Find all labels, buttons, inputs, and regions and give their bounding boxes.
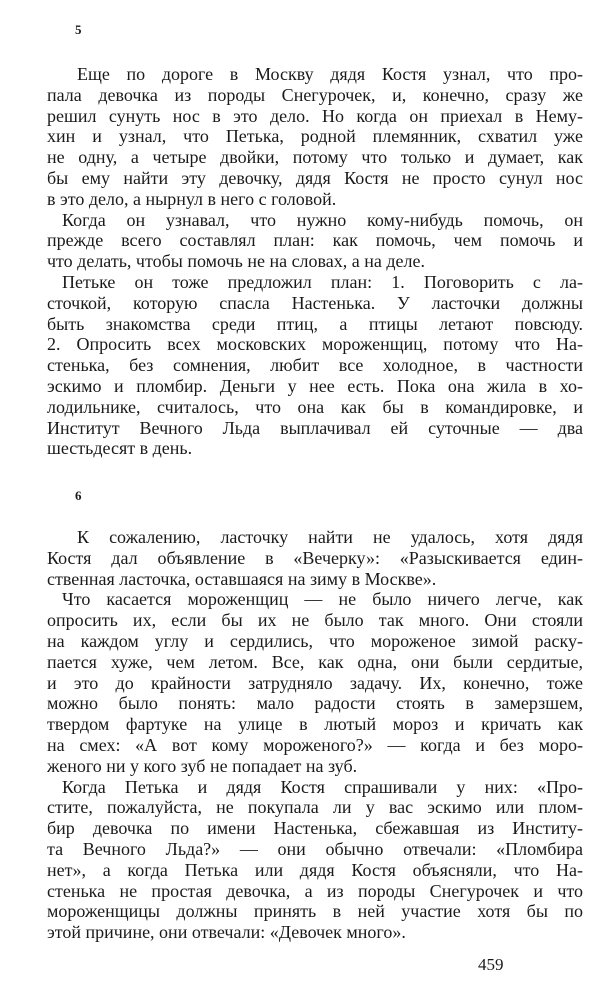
- text-line: шестьдесят в день.: [47, 438, 193, 459]
- text-line: пается хуже, чем летом. Все, как одна, они были сердитые,: [47, 651, 583, 672]
- text-line: К сожалению, ласточку найти не удалось, хотя дядя: [77, 527, 583, 547]
- text-line: хин и узнал, что Петька, родной племянник, схватил уже: [47, 126, 583, 147]
- text-line: сточкой, которую спасла Настенька. У ласточки должны: [47, 292, 583, 313]
- text-line: Когда он узнавал, что нужно кому-нибудь помочь, он: [62, 209, 583, 230]
- text-line: Еще по дороге в Москву дядя Костя узнал, что про-: [77, 64, 583, 84]
- text-line: этой причине, они отвечали: «Девочек много».: [47, 922, 406, 943]
- text-line: Когда Петька и дядя Костя спрашивали у них: «Про-: [62, 776, 583, 797]
- section-text: [47, 527, 583, 943]
- text-line: прежде всего составлял план: как помочь, чем помочь и: [47, 230, 583, 251]
- paragraph: [47, 210, 583, 272]
- page-number: 459: [478, 955, 504, 974]
- text-line: быть знакомства среди птиц, а птицы летают повсюду.: [47, 313, 583, 334]
- text-line: стенька не простая девочка, а из породы Снегурочек и что: [47, 880, 583, 901]
- text-line: на каждом углу и сердились, что мороженое зимой раску-: [47, 630, 583, 651]
- text-line: лодильнике, считалось, что она как бы в командировке, и: [47, 396, 583, 417]
- text-line: бир девочка по имени Настенька, сбежавшая из Институ-: [47, 818, 583, 839]
- text-line: твердом фартуке на улице в лютый мороз и кричать как: [47, 714, 583, 735]
- text-line: можно было понять: мало радости стоять в замерзшем,: [47, 693, 583, 714]
- text-line: Костя дал объявление в «Вечерку»: «Разыскивается един-: [47, 547, 583, 568]
- text-line: стите, пожалуйста, не покупала ли у вас эскимо или плом-: [47, 797, 583, 818]
- text-line: не одну, а четыре двойки, потому что только и думает, как: [47, 147, 583, 168]
- text-line: Что касается мороженщиц — не было ничего легче, как: [62, 589, 583, 610]
- text-line: нет», а когда Петька или дядя Костя объясняли, что На-: [47, 859, 583, 880]
- text-line: в это дело, а нырнул в него с головой.: [47, 188, 337, 209]
- text-line: 2. Опросить всех московских мороженщиц, потому что На-: [47, 334, 583, 355]
- section-text: [47, 64, 583, 459]
- text-line: опросить их, если бы их не было так много. Они стояли: [47, 610, 583, 631]
- text-line: бы ему найти эту девочку, дядя Костя не просто сунул нос: [47, 167, 583, 188]
- paragraph: [47, 64, 583, 210]
- paragraph: [47, 272, 583, 459]
- text-line: на смех: «А вот кому мороженого?» — когда и без моро-: [47, 734, 583, 755]
- text-line: женого ни у кого зуб не попадает на зуб.: [47, 755, 358, 776]
- text-line: эскимо и пломбир. Деньги у нее есть. Пока она жила в хо-: [47, 375, 583, 396]
- text-line: решил сунуть нос в это дело. Но когда он приехал в Нему-: [47, 105, 583, 126]
- section-number: 6: [75, 488, 82, 503]
- text-line: стенька, без сомнения, любит все холодное, в частности: [47, 355, 583, 376]
- text-line: что делать, чтобы помочь не на словах, а на деле.: [47, 251, 426, 272]
- text-line: пала девочка из породы Снегурочек, и, конечно, сразу же: [47, 84, 583, 105]
- paragraph: [47, 777, 583, 943]
- text-line: Институт Вечного Льда выплачивал ей суточные — два: [47, 417, 583, 438]
- text-line: Петьке он тоже предложил план: 1. Поговорить с ла-: [62, 271, 583, 292]
- paragraph: [47, 589, 583, 776]
- text-line: мороженщицы должны принять в ней участие хотя бы по: [47, 901, 583, 922]
- text-line: та Вечного Льда?» — они обычно отвечали: «Пломбира: [47, 838, 583, 859]
- section-number: 5: [75, 22, 82, 37]
- text-line: и это до крайности затрудняло задачу. Их, конечно, тоже: [47, 672, 583, 693]
- paragraph: [47, 527, 583, 589]
- text-line: ственная ласточка, оставшаяся на зиму в Москве».: [47, 568, 437, 589]
